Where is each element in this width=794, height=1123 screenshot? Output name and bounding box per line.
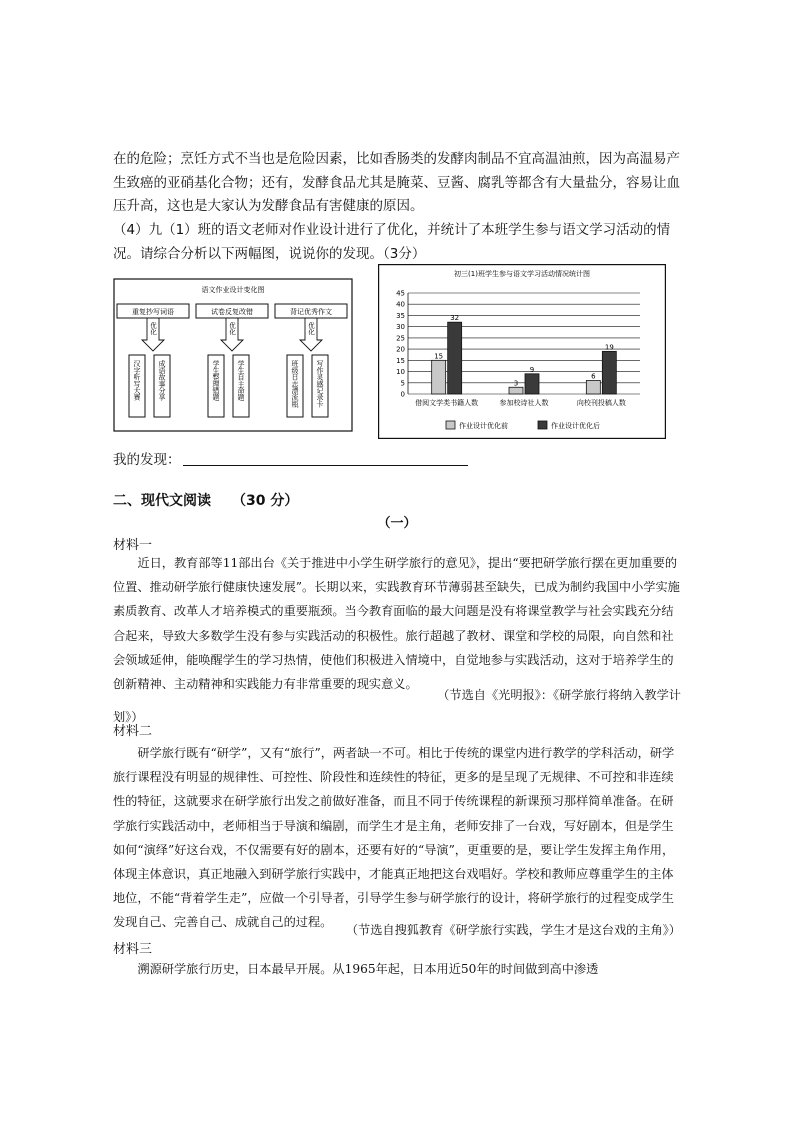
- bar-value-label: 32: [450, 314, 460, 323]
- bar-after-0: [448, 322, 462, 394]
- diagram-arrow-label: 优化: [228, 322, 236, 335]
- bar-before-2: [586, 381, 600, 394]
- bar-value-label: 6: [591, 372, 596, 381]
- x-tick-label: 向校刊投稿人数: [576, 399, 626, 407]
- diagram-source-text: 背记优秀作文: [290, 308, 332, 316]
- bar-before-1: [509, 387, 523, 394]
- intro-paragraph: 在的危险；烹饪方式不当也是危险因素，比如香肠类的发酵肉制品不宜高温油煎，因为高温易产生致癌的亚硝基化合物；还有，发酵食品尤其是腌菜、豆酱、腐乳等都含有大量盐分，容易让血压升高，这也是大家认为发酵食品有害健康的原因。: [113, 151, 680, 214]
- question-4: （4）九（1）班的语文老师对作业设计进行了优化，并统计了本班学生参与语文学习活动的情况。请综合分析以下两幅图，说说你的发现。（3分）: [113, 222, 671, 262]
- y-tick-label: 45: [396, 289, 405, 298]
- diagram-arrow-label: 优化: [149, 322, 157, 335]
- diagram-result-text: 成语故事分享: [158, 360, 166, 401]
- legend-swatch: [446, 421, 455, 429]
- legend-label: 作业设计优化后: [551, 422, 600, 430]
- y-tick-label: 30: [396, 323, 405, 332]
- finding-answer-blank[interactable]: [183, 451, 468, 466]
- bar-value-label: 19: [604, 343, 614, 352]
- y-tick-label: 35: [396, 311, 405, 320]
- bar-value-label: 15: [434, 352, 444, 361]
- material-1-source-cont: 划》）: [113, 710, 144, 724]
- diagram-source-text: 试卷反复改错: [211, 308, 253, 316]
- material-1-source: （节选自《光明报》：《研学旅行将纳入教学计: [437, 688, 681, 702]
- diagram-source-text: 重复抄写词语: [132, 308, 174, 316]
- bar-after-1: [525, 374, 539, 394]
- material-3-label: 材料三: [113, 942, 153, 957]
- y-tick-label: 10: [396, 368, 405, 377]
- bar-value-label: 3: [513, 379, 519, 388]
- material-2-text: 研学旅行既有“研学”，又有“旅行”，两者缺一不可。相比于传统的课堂内进行教学的学科活动，研学旅行课程没有明显的规律性、可控性、阶段性和连续性的特征，更多的是呈现了无规律、不可控和非连续性的特征，这就要求在研学旅行出发之前做好准备，而且不同于传统课程的新课预习那样简单准备。在研学旅行实践活动中，老师相当于导演和编剧，而学生才是主角，老师安排了一台戏，写好剧本，但是学生如何“演绎”好这台戏，不仅需要有好的剧本，还要有好的“导演”，更重要的是，要让学生发挥主角作用，体现主体意识，真正地融入到研学旅行实践中，才能真正地把这台戏唱好。学校和教师应尊重学生的主体地位，不能“背着学生走”，应做一个引导者，引导学生参与研学旅行的设计，将研学旅行的过程变成学生发现自己、完善自己、成就自己的过程。: [113, 746, 675, 930]
- section-2-title: 二、现代文阅读 （30 分）: [113, 493, 299, 509]
- finding-label: 我的发现：: [113, 452, 181, 468]
- diagram-title: 语文作业设计变化图: [201, 286, 265, 294]
- material-2-label: 材料二: [113, 724, 153, 739]
- diagram-result-text: 学生自主命题: [237, 360, 245, 401]
- y-tick-label: 5: [400, 379, 405, 388]
- y-tick-label: 20: [396, 345, 405, 354]
- legend-label: 作业设计优化前: [459, 422, 508, 430]
- y-tick-label: 15: [396, 356, 405, 365]
- diagram-arrow-label: 优化: [307, 322, 315, 335]
- y-tick-label: 0: [400, 390, 405, 399]
- y-tick-label: 40: [396, 300, 405, 309]
- bar-after-2: [602, 351, 616, 394]
- material-3-text: 溯源研学旅行历史，日本最早开展。从1965年起，日本用近50年的时间做到高中渗透: [137, 962, 599, 976]
- chart-title: 初三(1)班学生参与语文学习活动情况统计图: [454, 270, 590, 278]
- bar-value-label: 9: [529, 365, 535, 374]
- material-2-source: （节选自搜狐教育《研学旅行实践，学生才是这台戏的主角》）: [345, 923, 681, 937]
- homework-design-diagram: [113, 278, 353, 433]
- bar-before-0: [432, 360, 446, 394]
- material-1-text: 近日，教育部等11部出台《关于推进中小学生研学旅行的意见》，提出“要把研学旅行摆在更加重要的位置、推动研学旅行健康快速发展”。长期以来，实践教育环节薄弱甚至缺失，已成为制约我国中小学实施素质教育、改革人才培养模式的重要瓶颈。当今教育面临的最大问题是没有将课堂教学与社会实践充分结合起来，导致大多数学生没有参与实践活动的积极性。旅行超越了教材、课堂和学校的局限，向自然和社会领域延伸，能唤醒学生的学习热情，使他们积极进入情境中，自觉地参与实践活动，这对于培养学生的创新精神、主动精神和实践能力有非常重要的现实意义。: [113, 556, 680, 692]
- y-tick-label: 25: [396, 334, 405, 343]
- diagram-result-text: 班级日志漂流瓶: [291, 360, 299, 407]
- finding-line: [113, 449, 681, 473]
- diagram-result-text: 写作灵感记录卡: [316, 360, 324, 407]
- x-tick-label: 参加校诗社人数: [499, 399, 549, 407]
- subsection-1: （一）: [377, 516, 417, 531]
- activity-bar-chart: [378, 264, 666, 439]
- x-tick-label: 借阅文学类书籍人数: [415, 399, 479, 407]
- legend-swatch: [538, 421, 547, 429]
- material-1-label: 材料一: [113, 538, 153, 553]
- diagram-result-text: 学生整理错题: [212, 360, 220, 401]
- diagram-result-text: 汉字听写大赛: [133, 360, 141, 401]
